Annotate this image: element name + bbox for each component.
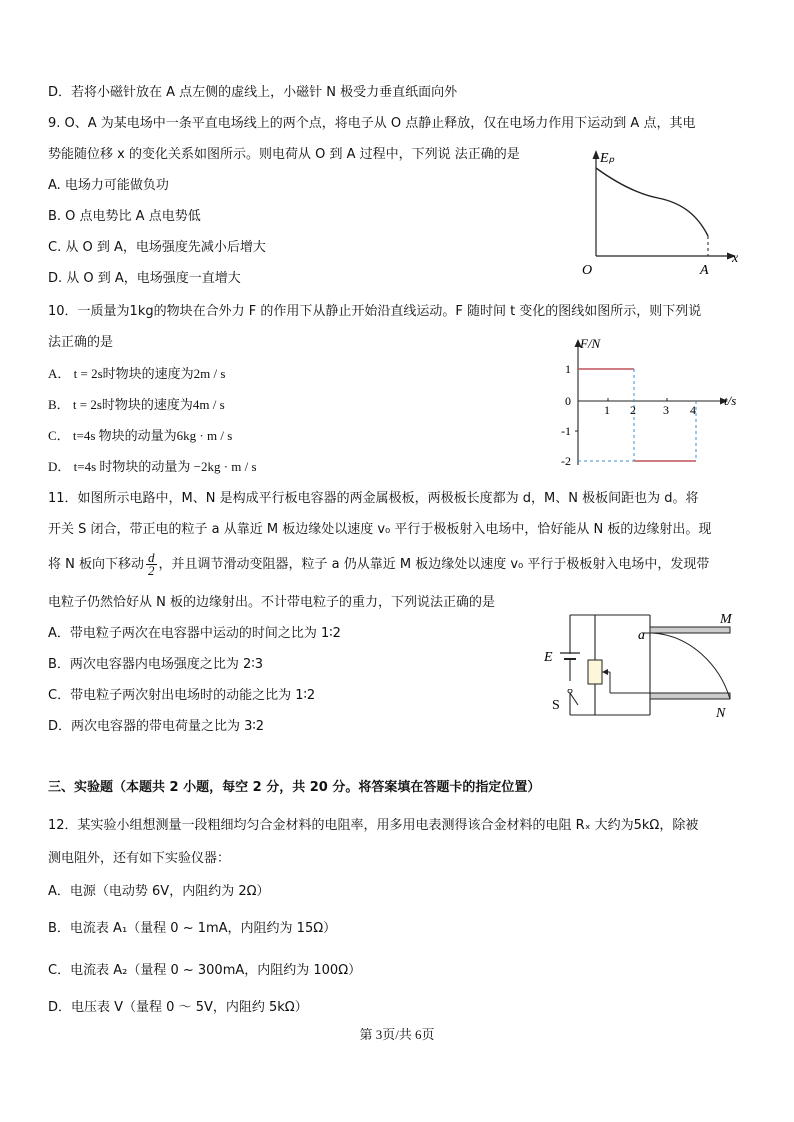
q9-origin-label: O [582, 263, 593, 278]
q9-point-a-label: A [700, 263, 709, 278]
q12-option-b: B．电流表 A₁（量程 0 ~ 1mA，内阻约为 15Ω） [48, 921, 337, 936]
q11-label-s: S [552, 698, 560, 713]
option-d-magnet: D．若将小磁针放在 A 点左侧的虚线上，小磁针 N 极受力垂直纸面向外 [48, 85, 458, 100]
q10-ytick-1: 1 [565, 362, 571, 376]
q10-xtick-3: 3 [663, 403, 669, 417]
q11-option-b: B．两次电容器内电场强度之比为 2∶3 [48, 657, 263, 672]
q10-option-a: A． t = 2s时物块的速度为2m / s [48, 366, 226, 381]
q11-stem-2: 开关 S 闭合，带正电的粒子 a 从靠近 M 板边缘处以速度 v₀ 平行于极板射入电场中，恰好能从 N 板的边缘射出。现 [48, 522, 712, 537]
q10-option-c: C． t=4s 物块的动量为6kg · m / s [48, 428, 233, 443]
q12-stem-1: 12．某实验小组想测量一段粗细均匀合金材料的电阻率，用多用电表测得该合金材料的电阻 Rₓ 大约为5kΩ，除被 [48, 818, 699, 833]
q10-ylabel: F/N [580, 336, 601, 351]
section-3-heading: 三、实验题（本题共 2 小题，每空 2 分，共 20 分。将答案填在答题卡的指定位置） [48, 780, 541, 795]
fraction-denominator: 2 [148, 563, 155, 578]
q10-xtick-4: 4 [690, 403, 696, 417]
fraction-d-over-2 [146, 552, 157, 577]
q11-circuit-figure [540, 605, 750, 725]
q10-ytick-0: 0 [565, 394, 571, 408]
q11-label-m: M [720, 612, 732, 627]
q9-ylabel: Eₚ [600, 151, 615, 166]
q10-option-b: B． t = 2s时物块的速度为4m / s [48, 397, 225, 412]
q11-stem-3b: ，并且调节滑动变阻器，粒子 a 仍从靠近 M 板边缘处以速度 v₀ 平行于极板射入电场中，发现带 [158, 557, 710, 572]
q12-stem-2: 测电阻外，还有如下实验仪器： [48, 851, 231, 866]
q12-option-d: D．电压表 V（量程 0 ～ 5V，内阻约 5kΩ） [48, 1000, 308, 1015]
q10-stem-2: 法正确的是 [48, 335, 114, 350]
q9-figure [578, 146, 748, 280]
q11-stem-3a: 将 N 板向下移动 [48, 557, 144, 572]
q10-xlabel: t/s [724, 393, 737, 408]
q10-option-d: D． t=4s 时物块的动量为 −2kg · m / s [48, 459, 257, 474]
q9-option-b: B. O 点电势比 A 点电势低 [48, 209, 201, 224]
q9-stem-1: 9. O、A 为某电场中一条平直电场线上的两个点，将电子从 O 点静止释放，仅在电场力作用下运动到 A 点，其电 [48, 116, 696, 131]
q9-option-c: C. 从 O 到 A，电场强度先减小后增大 [48, 240, 266, 255]
q11-stem-1: 11．如图所示电路中，M、N 是构成平行板电容器的两金属极板，两极板长度都为 d，M、N 极板间距也为 d。将 [48, 491, 699, 506]
q12-option-c: C．电流表 A₂（量程 0 ~ 300mA，内阻约为 100Ω） [48, 963, 362, 978]
q11-label-n: N [716, 706, 726, 721]
q10-ytick-m1: -1 [561, 424, 571, 438]
q10-figure [552, 335, 752, 475]
q11-label-e: E [544, 650, 553, 665]
q11-stem-3 [48, 552, 709, 577]
q9-option-d: D. 从 O 到 A，电场强度一直增大 [48, 271, 241, 286]
q10-stem-1: 10．一质量为1kg的物块在合外力 F 的作用下从静止开始沿直线运动。F 随时间 t 变化的图线如图所示，则下列说 [48, 304, 702, 319]
q9-option-a: A. 电场力可能做负功 [48, 178, 169, 193]
q11-stem-4: 电粒子仍然恰好从 N 板的边缘射出。不计带电粒子的重力，下列说法正确的是 [48, 595, 495, 610]
q11-label-a: a [638, 628, 645, 643]
q10-xtick-2: 2 [630, 403, 636, 417]
q10-xtick-1: 1 [604, 403, 610, 417]
q10-ytick-m2: -2 [561, 454, 571, 468]
q9-stem-2: 势能随位移 x 的变化关系如图所示。则电荷从 O 到 A 过程中，下列说 法正确的是 [48, 147, 520, 162]
q11-option-d: D．两次电容器的带电荷量之比为 3∶2 [48, 719, 265, 734]
fraction-numerator: d [148, 550, 155, 565]
q9-xlabel: x [732, 251, 739, 266]
q12-option-a: A．电源（电动势 6V，内阻约为 2Ω） [48, 884, 270, 899]
page-footer: 第 3页/共 6页 [359, 1027, 435, 1042]
q11-option-c: C．带电粒子两次射出电场时的动能之比为 1∶2 [48, 688, 316, 703]
q11-option-a: A．带电粒子两次在电容器中运动的时间之比为 1∶2 [48, 626, 341, 641]
